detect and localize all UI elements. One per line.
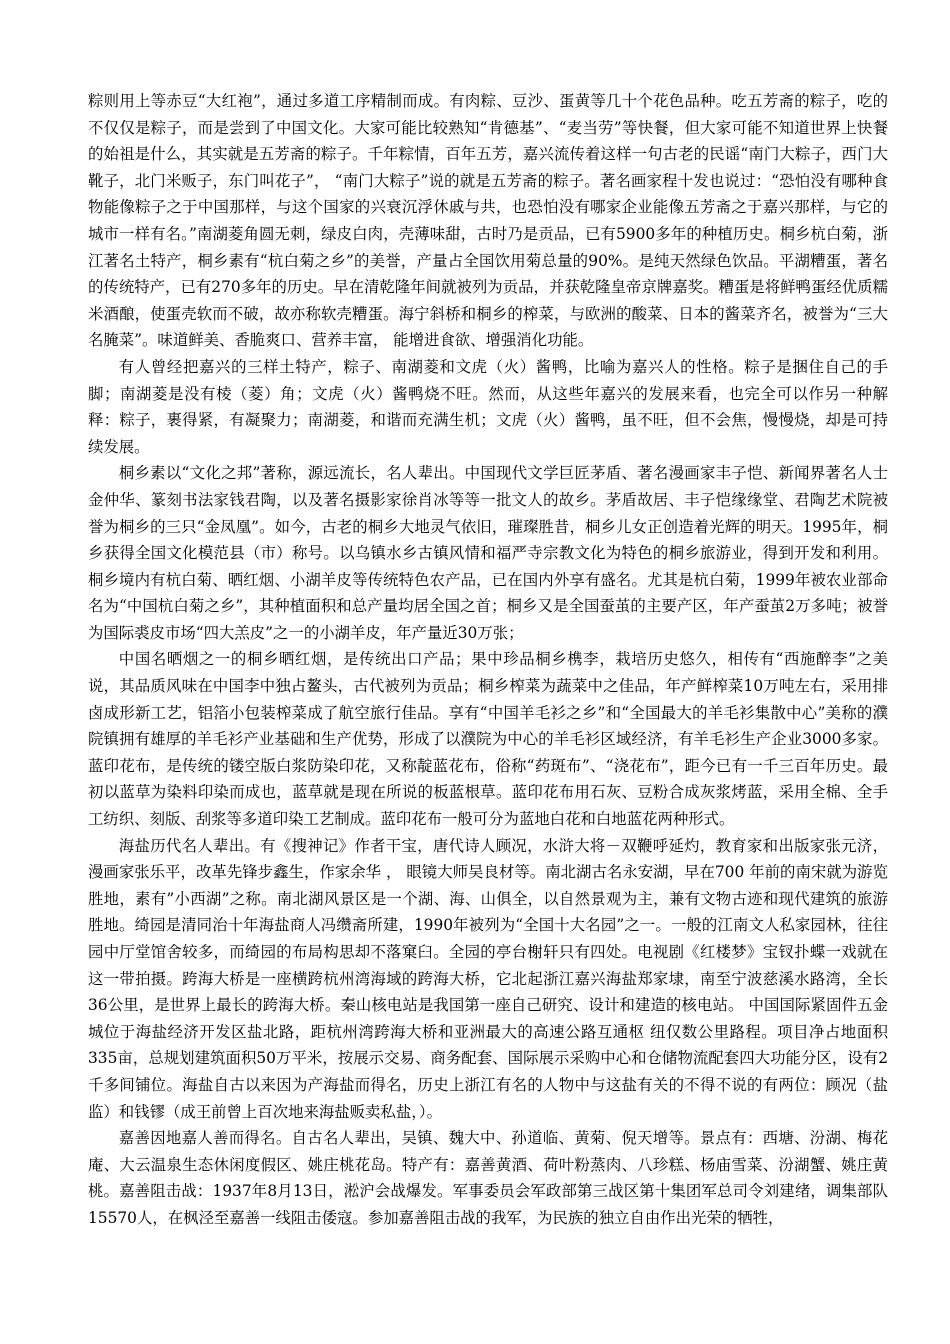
paragraph-tongxiang-culture: 桐乡素以“文化之邦”著称，源远流长，名人辈出。中国现代文学巨匠茅盾、著名漫画家丰子恺、新闻界著名人士金仲华、篆刻书法家钱君陶，以及著名摄影家徐肖冰等等一批文人的故乡。茅盾故居、丰子恺缘缘堂、君陶艺术院被誉为桐乡的三只“金凤凰”。如今，古老的桐乡大地灵气依旧，璀璨胜昔，桐乡儿女正创造着光辉的明天。1995年，桐乡获得全国文化模范县（市）称号。以乌镇水乡古镇风情和福严寺宗教文化为特色的桐乡旅游业，得到开发和利用。桐乡境内有杭白菊、晒红烟、小湖羊皮等传统特色农产品，已在国内外享有盛名。尤其是杭白菊，1999年被农业部命名为“中国杭白菊之乡”，其种植面积和总产量均居全国之首；桐乡又是全国蚕茧的主要产区，年产蚕茧2万多吨；被誉为国际裘皮市场“四大羔皮”之一的小湖羊皮，年产量近30万张； — [88, 464, 888, 642]
paragraph-three-specialties: 有人曾经把嘉兴的三样土特产，粽子、南湖菱和文虎（火）酱鸭，比喻为嘉兴人的性格。粽子是捆住自己的手脚；南湖菱是没有棱（菱）角；文虎（火）酱鸭烧不旺。然而，从这些年嘉兴的发展来看，也完全可以作另一种解释：粽子，裹得紧，有凝聚力；南湖菱，和谐而充满生机；文虎（火）酱鸭，虽不旺，但不会焦，慢慢烧，却是可持续发展。 — [88, 357, 888, 456]
document-page — [88, 88, 888, 1232]
paragraph-haiyan: 海盐历代名人辈出。有《搜神记》作者干宝，唐代诗人顾况，水浒大将－双鞭呼延灼，教育家和出版家张元济，漫画家张乐平，改革先锋步鑫生，作家余华 ， 眼镜大师吴良材等。南北湖古名永安湖，早在700 年前的南宋就为游览胜地，素有”小西湖”之称。南北湖风景区是一个湖、海、山俱全，以自然景观为主，兼有文物古迹和现代建筑的旅游胜地。绮园是清同治十年海盐商人冯缵斋所建，1990年被列为“全国十大名园”之一。一般的江南文人私家园林，往往园中厅堂馆舍较多，而绮园的布局构思却不落窠臼。全园的亭台榭轩只有四处。电视剧《红楼梦》宝钗扑蝶一戏就在这一带拍摄。跨海大桥是一座横跨杭州湾海域的跨海大桥，它北起浙江嘉兴海盐郑家埭，南至宁波慈溪水路湾，全长36公里，是世界上最长的跨海大桥。秦山核电站是我国第一座自己研究、设计和建造的核电站。 中国国际紧固件五金城位于海盐经济开发区盐北路，距杭州湾跨海大桥和亚洲最大的高速公路互通枢 纽仅数公里路程。项目净占地面积335亩，总规划建筑面积50万平米，按展示交易、商务配套、国际展示采购中心和仓储物流配套四大功能分区，设有2千多间铺位。海盐自古以来因为产海盐而得名，历史上浙江有名的人物中与这盐有关的不得不说的有两位：顾况（盐监）和钱镠（成王前曾上百次地来海盐贩卖私盐，）。 — [88, 836, 888, 1121]
paragraph-jiashan: 嘉善因地嘉人善而得名。自古名人辈出，吴镇、魏大中、孙道临、黄菊、倪天增等。景点有：西塘、汾湖、梅花庵、大云温泉生态休闲度假区、姚庄桃花岛。特产有：嘉善黄酒、荷叶粉蒸肉、八珍糕、杨庙雪菜、汾湖蟹、姚庄黄桃。嘉善阻击战：1937年8月13日，淞沪会战爆发。军事委员会军政部第三战区第十集团军总司令刘建绪，调集部队15570人，在枫泾至嘉善一线阻击倭寇。参加嘉善阻击战的我军，为民族的独立自由作出光荣的牺牲， — [88, 1129, 888, 1227]
paragraph-zongzi-specialties: 粽则用上等赤豆“大红袍”，通过多道工序精制而成。有肉粽、豆沙、蛋黄等几十个花色品种。吃五芳斋的粽子，吃的不仅仅是粽子，而是尝到了中国文化。大家可能比较熟知“肯德基”、“麦当劳”等快餐，但大家可能不知道世界上快餐的始祖是什么，其实就是五芳斋的粽子。千年粽情，百年五芳，嘉兴流传着这样一句古老的民谣“南门大粽子，西门大靴子，北门米贩子，东门叫花子”， “南门大粽子”说的就是五芳斋的粽子。著名画家程十发也说过：“恐怕没有哪种食物能像粽子之于中国那样，与这个国家的兴衰沉浮休戚与共，也恐怕没有哪家企业能像五芳斋之于嘉兴那样，与它的城市一样有名。”南湖菱角圆无刺，绿皮白肉，壳薄味甜，古时乃是贡品，已有5900多年的种植历史。桐乡杭白菊，浙江著名土特产，桐乡素有“杭白菊之乡”的美誉，产量占全国饮用菊总量的90%。是纯天然绿色饮品。平湖糟蛋，著名的传统特产，已有270多年的历史。早在清乾隆年间就被列为贡品，并获乾隆皇帝京牌嘉奖。糟蛋是将鲜鸭蛋经优质糯米酒酿，使蛋壳软而不破，故亦称软壳糟蛋。海宁斜桥和桐乡的榨菜，与欧洲的酸菜、日本的酱菜齐名，被誉为“三大名腌菜”。味道鲜美、香脆爽口、营养丰富， 能增进食欲、增强消化功能。 — [88, 92, 888, 350]
paragraph-tongxiang-products: 中国名晒烟之一的桐乡晒红烟，是传统出口产品；果中珍品桐乡槜李，栽培历史悠久，相传有“西施醉李”之美说，其品质风味在中国李中独占鳌头，古代被列为贡品；桐乡榨菜为蔬菜中之佳品，年产鲜榨菜10万吨左右，采用排卤成形新工艺，铝箔小包装榨菜成了航空旅行佳品。享有“中国羊毛衫之乡”和“全国最大的羊毛衫集散中心”美称的濮院镇拥有雄厚的羊毛衫产业基础和生产优势，形成了以濮院为中心的羊毛衫区域经济，有羊毛衫生产企业3000多家。蓝印花布，是传统的镂空版白浆防染印花，又称靛蓝花布，俗称“药斑布”、“浇花布”，距今已有一千三百年历史。最初以蓝草为染料印染而成也，蓝草就是现在所说的板蓝根草。蓝印花布用石灰、豆粉合成灰浆烤蓝，采用全棉、全手工纺织、刻版、刮浆等多道印染工艺制成。蓝印花布一般可分为蓝地白花和白地蓝花两种形式。 — [88, 650, 888, 829]
